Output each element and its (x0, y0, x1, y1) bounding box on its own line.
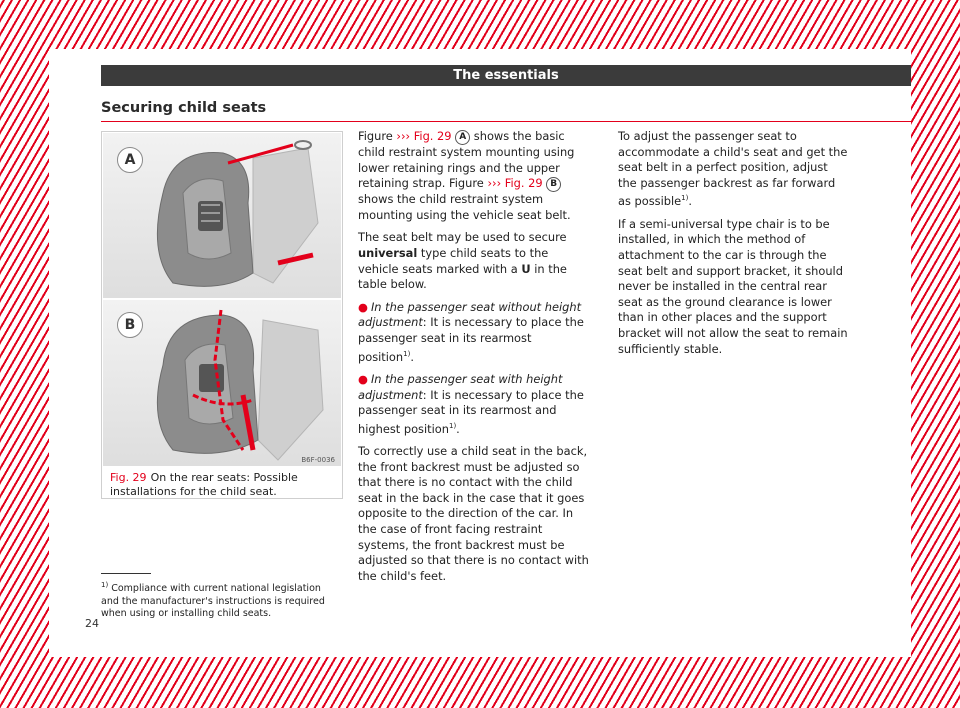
caption-text: On the rear seats: Possible installations for the child seat. (110, 471, 298, 498)
paragraph-front-backrest: To correctly use a child seat in the back, the front backrest must be adjusted so that there is no contact with the child seat in the back in the case that it goes opposite to the direction of the car. In the case of front facing restraint systems, the front backrest must be adjusted so that there is no contact with the child's feet. (358, 444, 589, 583)
text-column-3 (618, 129, 850, 364)
paragraph-semi-universal: If a semi-universal type chair is to be installed, in which the method of attachment to the car is through the seat belt and support bracket, it should never be installed in the central rear seat as the ground clearance is lower than in other places and the support bracket will not allow the seat to remain sufficiently stable. (618, 216, 848, 356)
p2-bold: universal (358, 245, 418, 260)
bullet-dot-icon: ● (358, 371, 368, 386)
fig-link-2[interactable]: ››› Fig. 29 (487, 176, 543, 191)
figure-29 (101, 131, 343, 499)
panel-a-letter: A (117, 147, 143, 173)
manual-page (49, 49, 911, 657)
bullet2-text: : It is necessary to place the passenger seat in its rearmost and highest position (358, 387, 584, 436)
caption-label: Fig. 29 (110, 471, 147, 484)
text-column-2 (358, 129, 590, 591)
bullet1-text: : It is necessary to place the passenger seat in its rearmost position (358, 315, 584, 364)
footnote-ref: 1) (448, 421, 457, 430)
footnote-divider (101, 573, 151, 574)
panel-b-letter: B (117, 312, 143, 338)
bullet2-italic: In the passenger seat with height adjustment (358, 371, 563, 402)
paragraph-universal (358, 230, 590, 292)
page-number: 24 (85, 617, 99, 630)
footnote-ref: 1) (681, 194, 689, 203)
footnote-mark: 1) (101, 581, 109, 589)
p1-text-c: shows the child restraint system mounting using the vehicle seat belt. (358, 192, 571, 222)
footnote-ref: 1) (403, 349, 411, 358)
p1-text-a: Figure (358, 129, 393, 143)
image-code: B6F-0036 (301, 456, 335, 464)
bullet-height-adjust: ● In the passenger seat with height adjustment: It is necessary to place the passenger seat in its rearmost and highest position$^{1)}$. (358, 371, 584, 436)
paragraph-figure-reference (358, 129, 590, 223)
p2-text-b: type child seats to the vehicle seats marked with a (358, 245, 549, 276)
p1-text-b: shows the basic child restraint system mounting using lower retaining rings and the upper retaining strap. Figure (358, 129, 575, 191)
fig-link-1[interactable]: ››› Fig. 29 (396, 129, 452, 143)
badge-a: A (455, 130, 470, 145)
footnote-text: Compliance with current national legislation and the manufacturer's instructions is required when using or installing child seats. (101, 583, 325, 620)
figure-panel-b (103, 300, 341, 466)
badge-b: B (546, 177, 561, 192)
p2-text-a: The seat belt may be used to secure (358, 230, 567, 245)
p2-text-c: in the table below. (358, 261, 567, 292)
chapter-header: The essentials (101, 65, 911, 86)
figure-panel-a (103, 133, 341, 298)
bullet1-italic: In the passenger seat without height adjustment (358, 299, 582, 330)
figure-caption (110, 471, 336, 499)
section-divider (101, 121, 911, 122)
p-adjust-text: To adjust the passenger seat to accommodate a child's seat and get the seat belt in a perfect position, adjust the passenger backrest as far forward as possible (618, 129, 848, 209)
p2-u: U (521, 261, 531, 276)
bullet-no-height-adjust: ● In the passenger seat without height adjustment: It is necessary to place the passenger seat in its rearmost position$^{1)}$. (358, 299, 584, 364)
bullet-dot-icon: ● (358, 299, 368, 314)
section-title: Securing child seats (101, 100, 267, 116)
paragraph-adjust-passenger-seat: To adjust the passenger seat to accommodate a child's seat and get the seat belt in a perfect position, adjust the passenger backrest as far forward as possible$^{1)}$. (618, 129, 848, 209)
footnote (101, 579, 341, 621)
